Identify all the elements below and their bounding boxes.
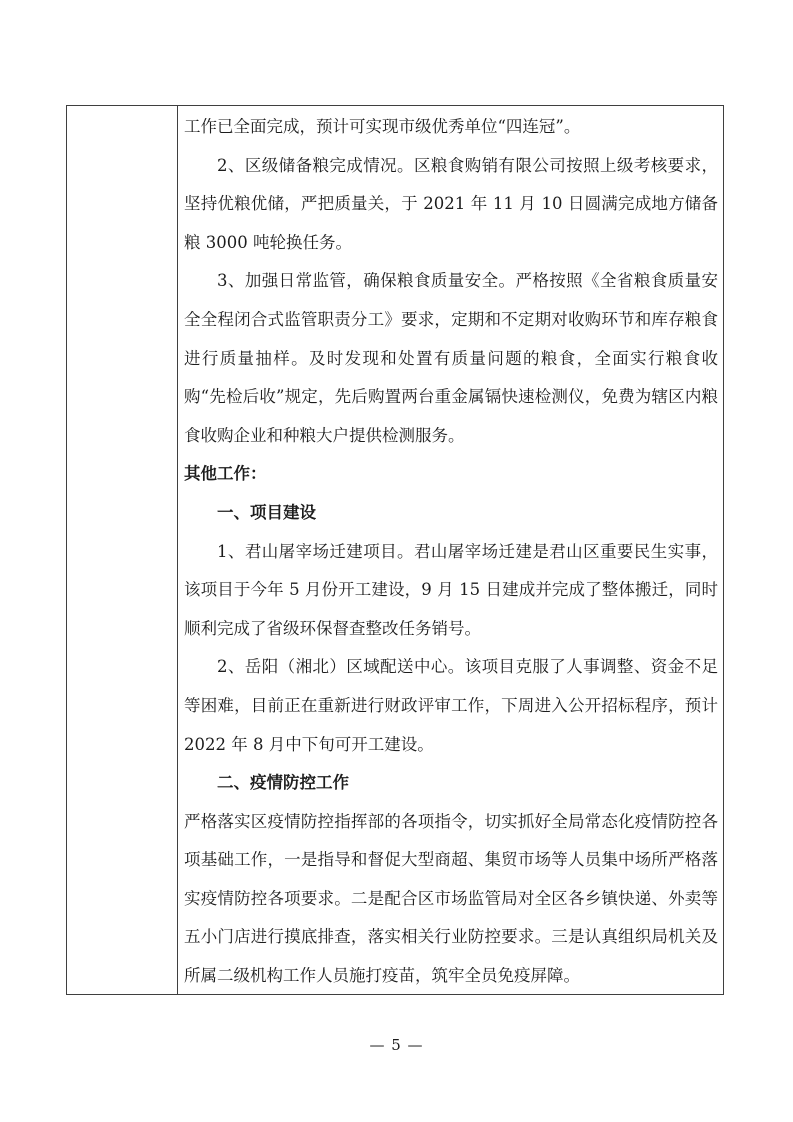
doc-paragraph-daily-supervision: 3、加强日常监管，确保粮食质量安全。严格按照《全省粮食质量安全全程闭合式监管职责分工》要求，定期和不定期对收购环节和库存粮食进行质量抽样。及时发现和处置有质量问题的粮食，全面实行粮食收购“先检后收”规定，先后购置两台重金属镉快速检测仪，免费为辖区内粮食收购企业和种粮大户提供检测服务。 [184, 271, 718, 445]
page-number: — 5 — [369, 1036, 424, 1054]
report-table [66, 105, 724, 995]
doc-paragraph-epidemic-measures: 严格落实区疫情防控指挥部的各项指令，切实抓好全局常态化疫情防控各项基础工作，一是指导和督促大型商超、集贸市场等人员集中场所严格落实疫情防控各项要求。二是配合区市场监管局对全区各乡镇快递、外卖等五小门店进行摸底排查，落实相关行业防控要求。三是认真组织局机关及所属二级机构工作人员施打疫苗，筑牢全员免疫屏障。 [184, 811, 718, 986]
heading-other-work: 其他工作： [184, 464, 267, 484]
heading-project-construction: 一、项目建设 [217, 502, 316, 522]
doc-paragraph-distribution-center: 2、岳阳（湘北）区域配送中心。该项目克服了人事调整、资金不足等困难，目前正在重新进行财政评审工作，下周进入公开招标程序，预计 2022 年 8 月中下旬可开工建设。 [184, 657, 718, 754]
doc-paragraph-slaughterhouse-relocation: 1、君山屠宰场迁建项目。君山屠宰场迁建是君山区重要民生实事，该项目于今年 5 月份开工建设，9 月 15 日建成并完成了整体搬迁，同时顺利完成了省级环保督查整改任务销号。 [184, 541, 718, 638]
table-content-cell [178, 106, 723, 994]
heading-epidemic-prevention: 二、疫情防控工作 [217, 773, 349, 793]
doc-paragraph-grain-reserve: 2、区级储备粮完成情况。区粮食购销有限公司按照上级考核要求，坚持优粮优储，严把质量关，于 2021 年 11 月 10 日圆满完成地方储备粮 3000 吨轮换任务。 [184, 155, 718, 252]
doc-paragraph-continuation: 工作已全面完成，预计可实现市级优秀单位“四连冠”。 [184, 117, 581, 136]
table-label-cell [67, 106, 178, 994]
page-footer [0, 1036, 793, 1054]
